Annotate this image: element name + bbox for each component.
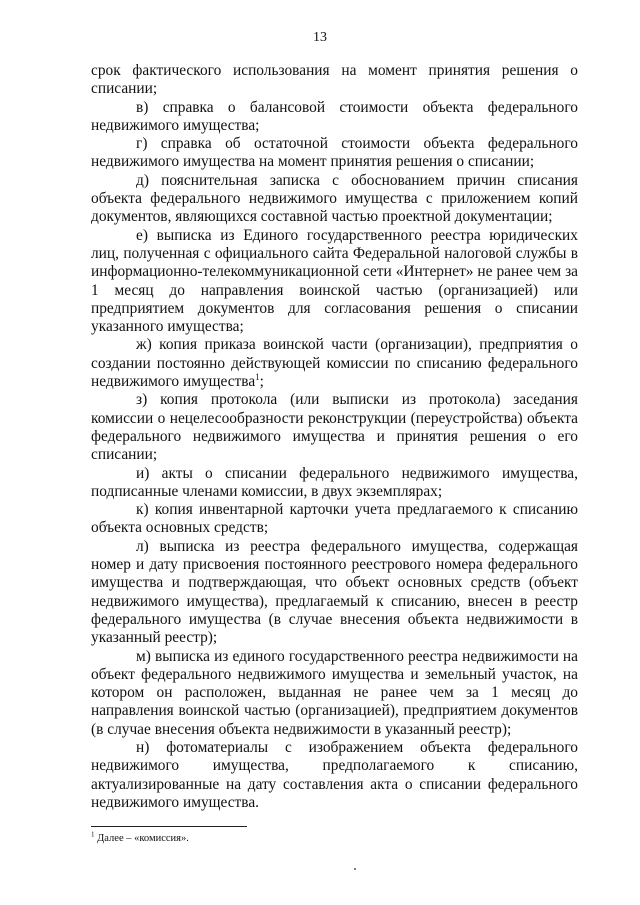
document-body [91,62,578,812]
paragraph-continuation: срок фактического использования на момент принятия решения о списании; [91,62,578,98]
paragraph-item-v: в) справка о балансовой стоимости объекта федерального недвижимого имущества; [91,98,578,134]
page-number: 13 [313,30,327,45]
paragraph-item-g: г) справка об остаточной стоимости объекта федерального недвижимого имущества на момент принятия решения о списании; [91,135,578,171]
paragraph-item-e: е) выписка из Единого государственного реестра юридических лиц, полученная с официального сайта Федеральной налоговой службы в информационно-телекоммуникационной сети «Интернет» не ранее чем за 1 месяц до направления воинской частью (организацией) или предприятием документов для согласования решения о списании указанного имущества; [91,226,578,336]
paragraph-item-m: м) выписка из единого государственного реестра недвижимости на объект федерального недвижимого имущества и земельный участок, на котором он расположен, выданная не ранее чем за 1 месяц до направления воинской частью (организацией), предприятием документов (в случае внесения объекта недвижимости в указанный реестр); [91,647,578,738]
scan-dot-mark [354,868,356,870]
paragraph-item-k: к) копия инвентарной карточки учета предлагаемого к списанию объекта основных средств; [91,501,578,537]
footnote [91,832,189,845]
paragraph-item-zh-text: ж) копия приказа воинской части (организации), предприятия о создании постоянно действующей комиссии по списанию федерального недвижимого имущества [91,336,578,391]
paragraph-item-l: л) выписка из реестра федерального имущества, содержащая номер и дату присвоения постоянного реестрового номера федерального имущества и подтверждающая, что объект основных средств (объект недвижимого имущества), предлагаемый к списанию, внесен в реестр федерального имущества (в случае внесения объекта недвижимости в указанный реестр); [91,537,578,647]
footnote-text: Далее – «комиссия». [94,833,189,844]
footnote-divider [91,826,247,827]
footnote-reference: 1 [255,371,260,382]
paragraph-item-n: н) фотоматериалы с изображением объекта федерального недвижимого имущества, предполагаемого к списанию, актуализированные на дату составления акта о списании федерального недвижимого имущества. [91,738,578,811]
paragraph-item-i: и) акты о списании федерального недвижимого имущества, подписанные членами комиссии, в двух экземплярах; [91,464,578,500]
paragraph-item-d: д) пояснительная записка с обоснованием причин списания объекта федерального недвижимого имущества с приложением копий документов, являющихся составной частью проектной документации; [91,171,578,226]
paragraph-item-zh [91,336,578,391]
paragraph-item-z: з) копия протокола (или выписки из протокола) заседания комиссии о нецелесообразности реконструкции (переустройства) объекта федерального недвижимого имущества и принятия решения о его списании; [91,391,578,464]
footnote-marker: 1 [91,830,95,839]
paragraph-item-zh-end: ; [259,373,264,391]
